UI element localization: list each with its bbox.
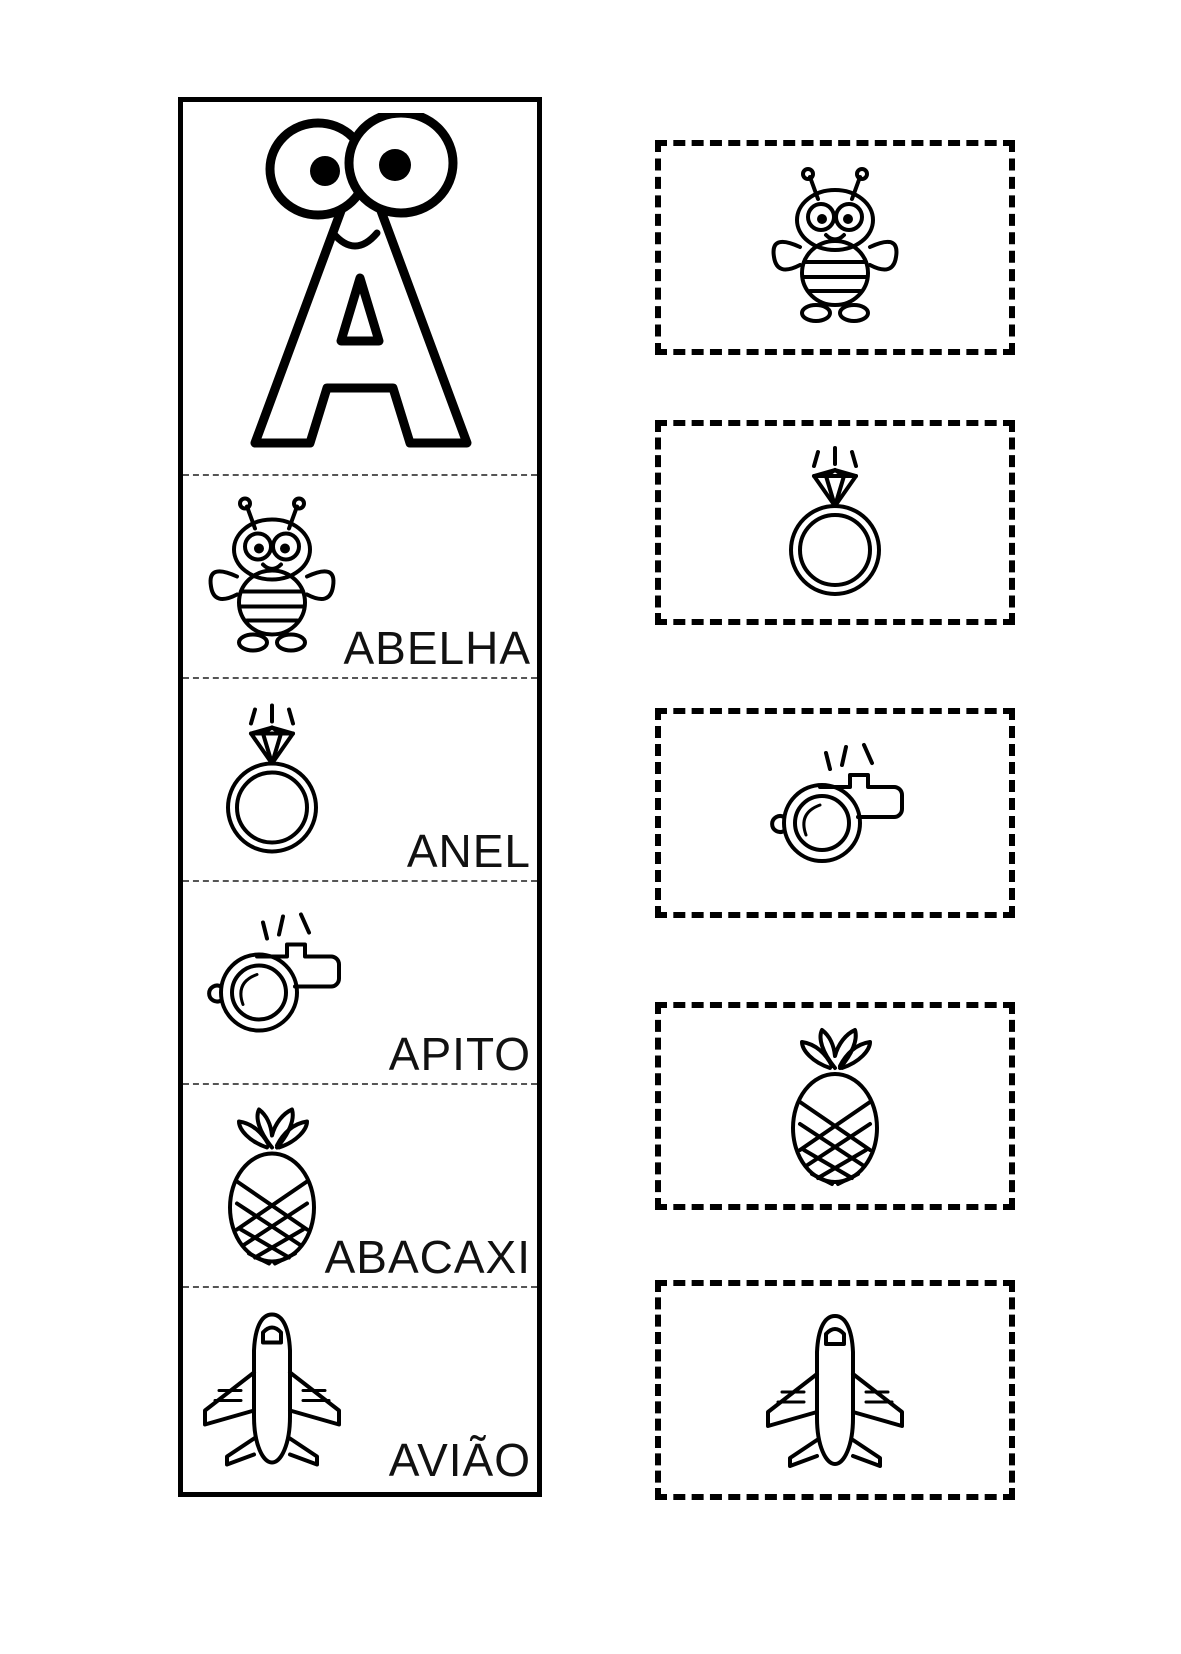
cut-cards-column (655, 140, 1015, 1500)
word-abacaxi: ABACAXI (324, 1231, 531, 1283)
cut-card-pineapple[interactable] (655, 1002, 1015, 1210)
bee-icon (750, 165, 920, 330)
ring-icon (197, 697, 347, 862)
whistle-icon (750, 731, 920, 896)
strip-row-anel (183, 677, 537, 880)
worksheet-strip (178, 97, 542, 1497)
bee-icon (197, 494, 347, 659)
airplane-icon (197, 1306, 347, 1471)
letter-a-face-icon (205, 113, 515, 463)
strip-row-aviao (183, 1286, 537, 1489)
strip-row-abacaxi (183, 1083, 537, 1286)
strip-row-abelha (183, 474, 537, 677)
cut-card-bee[interactable] (655, 140, 1015, 355)
strip-row-apito (183, 880, 537, 1083)
whistle-icon (197, 900, 347, 1065)
word-anel: ANEL (406, 825, 531, 877)
pineapple-icon (750, 1024, 920, 1189)
word-abelha: ABELHA (343, 622, 531, 674)
cut-card-whistle[interactable] (655, 708, 1015, 918)
cut-card-ring[interactable] (655, 420, 1015, 625)
word-apito: APITO (388, 1028, 531, 1080)
strip-row-letter (183, 102, 537, 474)
cut-card-airplane[interactable] (655, 1280, 1015, 1500)
word-aviao: AVIÃO (388, 1434, 531, 1486)
airplane-icon (750, 1308, 920, 1473)
ring-icon (750, 440, 920, 605)
